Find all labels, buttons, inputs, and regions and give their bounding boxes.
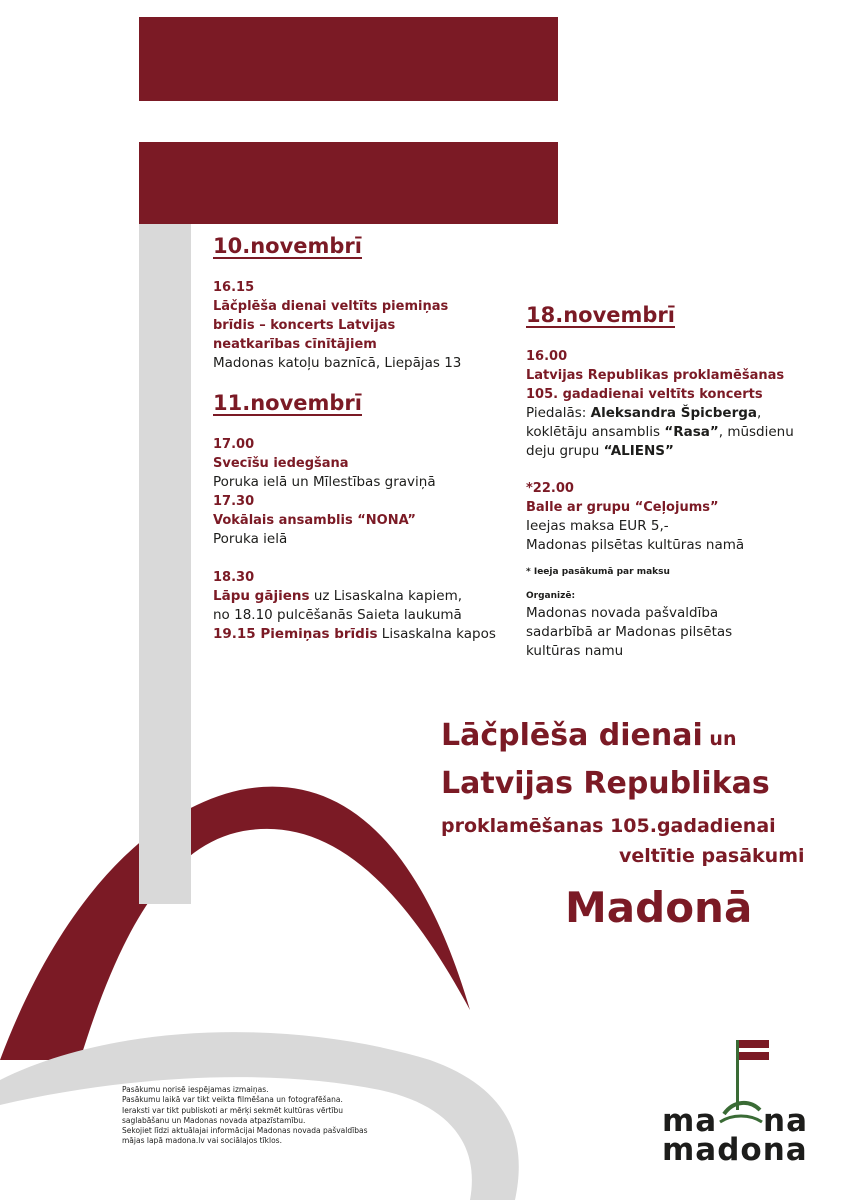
flag-top-stripe (139, 17, 558, 101)
event-fee: Ieejas maksa EUR 5,- (526, 518, 669, 534)
event-title-line: Lāčplēša dienai veltīts piemiņas (213, 299, 449, 314)
disclaimer (122, 1085, 422, 1147)
disclaimer-line: Sekojiet līdzi aktuālajai informācijai Madonas novada pašvaldības (122, 1126, 368, 1136)
participants-prefix: koklētāju ansamblis (526, 424, 665, 440)
headline-line-5: Madonā (565, 883, 753, 932)
event-title-line: brīdis – koncerts Latvijas (213, 318, 396, 333)
organizer-line: sadarbībā ar Madonas pilsētas (526, 624, 733, 640)
participant-name: “ALIENS” (603, 443, 674, 459)
disclaimer-line: Pasākumu norisē iespējamas izmaiņas. (122, 1085, 269, 1094)
paid-entry-note: * Ieeja pasākumā par maksu (526, 567, 670, 577)
headline-line-3: proklamēšanas 105.gadadienai (441, 815, 776, 837)
event-participants (526, 404, 826, 423)
event-time: 18.30 (213, 570, 255, 585)
participant-name: Aleksandra Špicberga (590, 405, 758, 421)
event-time: 17.30 (213, 494, 255, 509)
event-title-line: 105. gadadienai veltīts koncerts (526, 387, 763, 402)
event-line (213, 625, 513, 644)
flag-white-stripe (139, 101, 558, 142)
logo-text-ma: ma (662, 1103, 718, 1139)
participants-prefix: Piedalās: (526, 405, 591, 421)
event-line: no 18.10 pulcēšanās Saieta laukumā (213, 607, 462, 623)
event-place: Lisaskalna kapos (377, 626, 496, 642)
disclaimer-line: Pasākumu laikā var tikt veikta filmēšana un fotografēšana. (122, 1095, 343, 1105)
event-title: Vokālais ansamblis “NONA” (213, 513, 416, 528)
event-time: 16.00 (526, 349, 568, 364)
schedule-left-column (213, 234, 513, 644)
participants-suffix: , (757, 405, 762, 421)
headline-line-4: veltītie pasākumi (619, 845, 805, 867)
red-arc-shape (0, 787, 470, 1060)
participants-suffix: , mūsdienu (718, 424, 794, 440)
flag-bottom-stripe (139, 142, 558, 224)
headline-text: Lāčplēša dienai (441, 718, 703, 753)
event-time: *22.00 (526, 481, 574, 496)
organizer-line: kultūras namu (526, 643, 624, 659)
event-place: Madonas katoļu baznīcā, Liepājas 13 (213, 355, 462, 371)
headline-line-1 (441, 718, 736, 753)
flag-pole (139, 224, 191, 904)
date-heading-10-nov: 10.novembrī (213, 234, 362, 258)
event-place: Poruka ielā (213, 531, 288, 547)
event-title: 19.15 Piemiņas brīdis (213, 626, 378, 642)
event-participants (526, 423, 826, 442)
disclaimer-line: saglabāšanu un Madonas novada atpazīstamību. (122, 1115, 306, 1125)
event-title-line: neatkarības cīnītājiem (213, 337, 377, 352)
event-title-line: Latvijas Republikas proklamēšanas (526, 368, 785, 383)
event-title: Lāpu gājiens (213, 588, 310, 604)
disclaimer-line: mājas lapā madona.lv vai sociālajos tīklos. (122, 1136, 282, 1146)
logo-text-na: na (763, 1103, 808, 1139)
participants-prefix: deju grupu (526, 443, 604, 459)
date-heading-18-nov: 18.novembrī (526, 303, 675, 327)
event-line (213, 587, 513, 606)
event-title-rest: uz Lisaskalna kapiem, (309, 588, 463, 604)
participant-name: “Rasa” (664, 424, 719, 440)
madona-logo (650, 1030, 830, 1170)
disclaimer-line: Ieraksti var tikt publiskoti ar mērķi sekmēt kultūras vērtību (122, 1105, 344, 1115)
event-participants (526, 442, 826, 461)
organizer-label: Organizē: (526, 591, 576, 601)
headline-line-2: Latvijas Republikas (441, 766, 770, 801)
event-place: Madonas pilsētas kultūras namā (526, 537, 745, 553)
event-place: Poruka ielā un Mīlestības graviņā (213, 474, 436, 490)
date-heading-11-nov: 11.novembrī (213, 391, 362, 415)
schedule-right-column (526, 303, 826, 661)
event-time: 17.00 (213, 437, 255, 452)
logo-text-madona: madona (662, 1132, 808, 1168)
headline-small-text: un (702, 728, 737, 750)
event-title: Balle ar grupu “Ceļojums” (526, 500, 719, 515)
organizer-line: Madonas novada pašvaldība (526, 605, 719, 621)
event-title: Svecīšu iedegšana (213, 456, 349, 471)
event-time: 16.15 (213, 280, 255, 295)
